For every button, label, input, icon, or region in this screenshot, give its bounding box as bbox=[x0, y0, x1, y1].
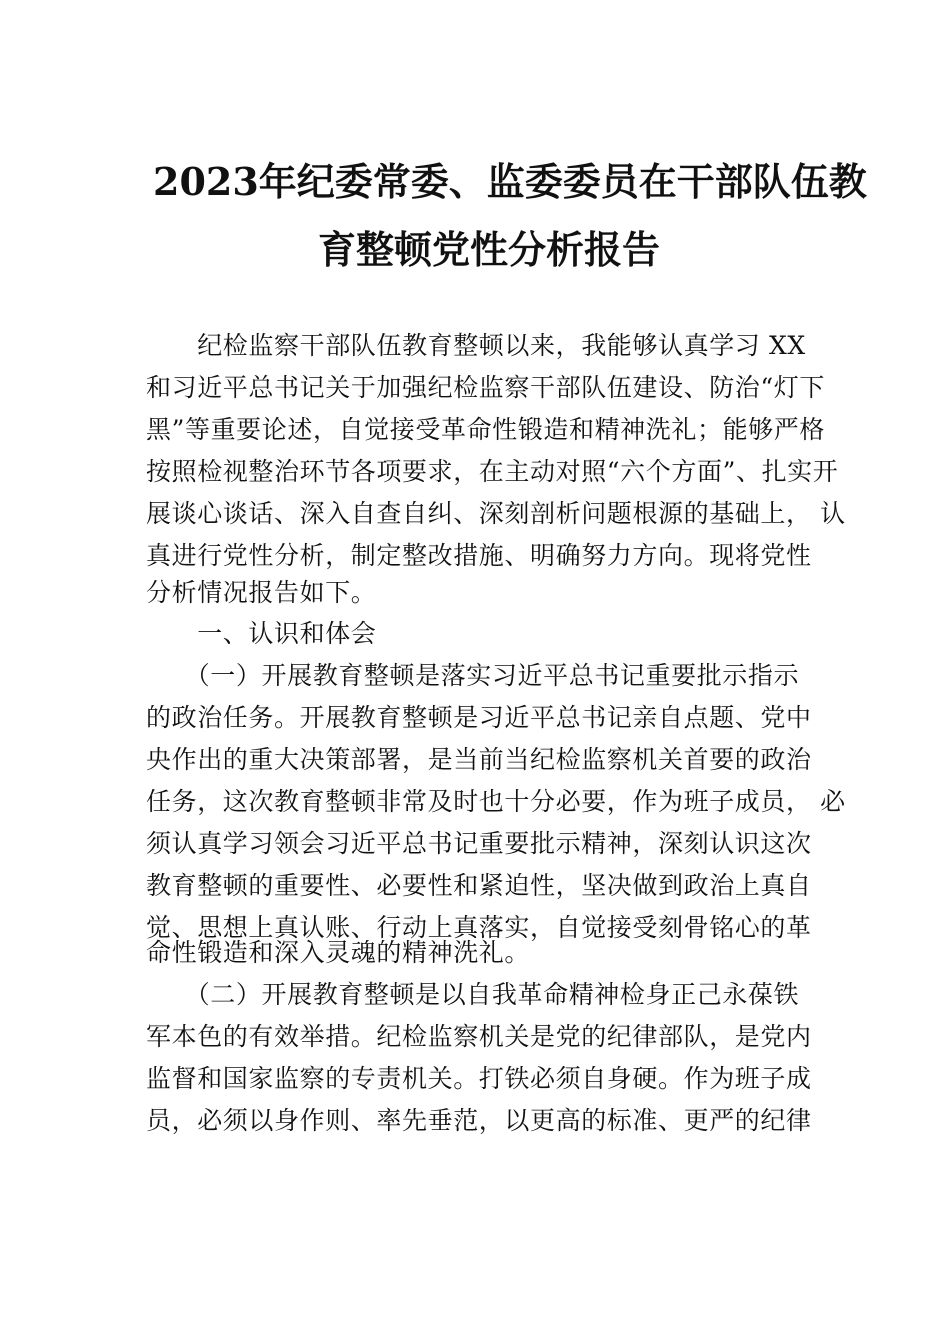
body-line: 按照检视整治环节各项要求，在主动对照“六个方面”、扎实开 bbox=[146, 457, 839, 486]
body-line: 展谈心谈话、深入自查自纠、深刻剖析问题根源的基础上， 认 bbox=[146, 499, 846, 528]
body-line: 和习近平总书记关于加强纪检监察干部队伍建设、防治“灯下 bbox=[146, 373, 825, 402]
document-title-line-2: 育整顿党性分析报告 bbox=[318, 227, 661, 272]
body-line: 的政治任务。开展教育整顿是习近平总书记亲自点题、党中 bbox=[146, 703, 812, 732]
body-line: 央作出的重大决策部署，是当前当纪检监察机关首要的政治 bbox=[146, 745, 812, 774]
section-heading: 一、认识和体会 bbox=[146, 619, 377, 648]
document-title-line-1: 2023年纪委常委、监委委员在干部队伍教 bbox=[153, 159, 867, 204]
body-line: 军本色的有效举措。纪检监察机关是党的纪律部队，是党内 bbox=[146, 1022, 812, 1051]
body-line: 命性锻造和深入灵魂的精神洗礼。 bbox=[146, 938, 531, 967]
body-line: 黑”等重要论述，自觉接受革命性锻造和精神洗礼；能够严格 bbox=[146, 415, 825, 444]
body-line: 分析情况报告如下。 bbox=[146, 578, 377, 607]
body-line: 真进行党性分析，制定整改措施、明确努力方向。现将党性 bbox=[146, 541, 812, 570]
body-line: （二）开展教育整顿是以自我革命精神检身正己永葆铁 bbox=[146, 980, 800, 1009]
body-line: （一）开展教育整顿是落实习近平总书记重要批示指示 bbox=[146, 661, 800, 690]
body-line: 觉、思想上真认账、行动上真落实，自觉接受刻骨铭心的革 bbox=[146, 913, 812, 942]
body-line: 监督和国家监察的专责机关。打铁必须自身硬。作为班子成 bbox=[146, 1064, 812, 1093]
body-line: 任务，这次教育整顿非常及时也十分必要，作为班子成员， 必 bbox=[146, 787, 846, 816]
body-line: 教育整顿的重要性、必要性和紧迫性，坚决做到政治上真自 bbox=[146, 871, 812, 900]
body-line: 员，必须以身作则、率先垂范，以更高的标准、更严的纪律 bbox=[146, 1106, 812, 1135]
body-line: 须认真学习领会习近平总书记重要批示精神，深刻认识这次 bbox=[146, 829, 812, 858]
body-line: 纪检监察干部队伍教育整顿以来，我能够认真学习 XX bbox=[146, 331, 806, 360]
